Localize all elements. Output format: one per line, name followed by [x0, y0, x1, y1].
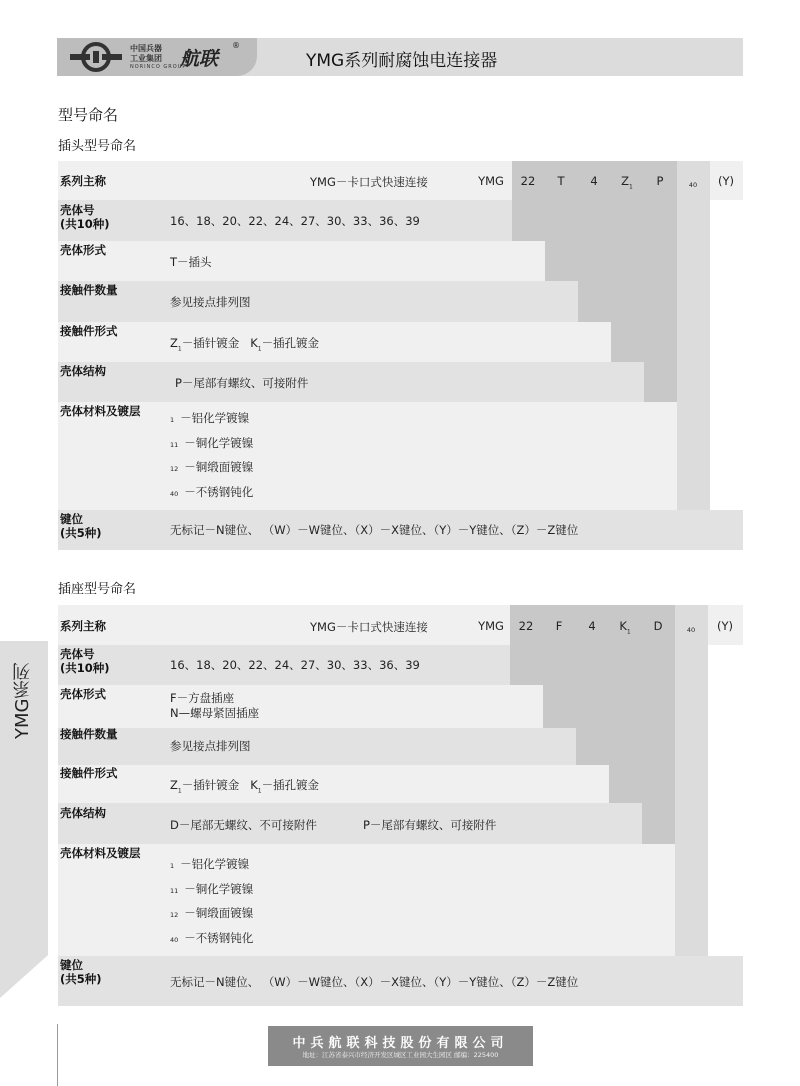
plug-code-structure: P: [656, 174, 664, 188]
plug-col-structure: [644, 161, 677, 402]
rec-label-structure: 壳体结构: [60, 806, 106, 820]
receptacle-title: 插座型号命名: [58, 582, 137, 597]
plug-code-key: (Y): [718, 174, 734, 188]
plug-material-item: 11 －铜化学镀镍: [170, 436, 254, 450]
rec-col-material: [675, 605, 708, 956]
plug-value-contact-form: $Z_1-$插针镀金 $K_1-$插孔镀金: [170, 336, 320, 353]
rec-row-contact-form: [58, 765, 642, 803]
rec-label-shell-form: 壳体形式: [60, 687, 106, 701]
plug-row-shell-form: [58, 241, 578, 281]
rec-label-shell-size: 壳体号 (共10种): [60, 647, 110, 675]
plug-col-shell-size: [512, 161, 545, 241]
plug-value-contact-count: 参见接点排列图: [170, 295, 251, 309]
plug-label-contact-count: 接触件数量: [60, 283, 118, 297]
plug-material-item: 1 －铝化学镀镍: [170, 411, 250, 425]
rec-code-shell-form: F: [555, 619, 563, 633]
rec-material-item: 40 －不锈钢钝化: [170, 931, 254, 945]
page-title: YMG系列耐腐蚀电连接器: [306, 51, 498, 71]
rec-value-key: 无标记－N键位、 （W）－W键位、（X）－X键位、（Y）－Y键位、（Z）－Z键位: [170, 975, 579, 989]
rec-label-material: 壳体材料及镀层: [60, 846, 141, 860]
rec-code-structure: D: [653, 619, 663, 633]
plug-material-item: 40 －不锈钢钝化: [170, 485, 254, 499]
plug-value-shell-form: T－插头: [170, 255, 212, 269]
plug-label-material: 壳体材料及镀层: [60, 404, 141, 418]
plug-code-contact-form: $Z_1$: [621, 174, 633, 191]
plug-label-shell-form: 壳体形式: [60, 243, 106, 257]
plug-row-contact-count: [58, 281, 611, 322]
logo-english-text: NORINCO GROUP: [130, 64, 187, 70]
plug-value-shell-size: 16、18、20、22、24、27、30、33、36、39: [170, 214, 420, 228]
plug-value-key: 无标记－N键位、 （W）－W键位、（X）－X键位、（Y）－Y键位、（Z）－Z键位: [170, 523, 579, 537]
footer-divider-line: [57, 1024, 58, 1086]
rec-code-contact-count: 4: [588, 619, 596, 633]
plug-code-shell-size: 22: [520, 174, 536, 188]
registered-mark: ®: [232, 41, 240, 50]
rec-material-item: 11 －铜化学镀镍: [170, 882, 254, 896]
rec-code-shell-size: 22: [518, 619, 534, 633]
plug-material-item: 12 －铜缎面镀镍: [170, 460, 254, 474]
rec-row-shell-form: [58, 685, 576, 728]
receptacle-naming-table: [58, 605, 743, 1006]
rec-value-contact-form: $Z_1-$插针镀金 $K_1-$插孔镀金: [170, 778, 320, 795]
rec-label-key: 键位 (共5种): [60, 958, 102, 986]
rec-col-shell-size: [510, 605, 543, 685]
brand-name: 航联: [180, 48, 219, 70]
side-series-label: YMG系列: [12, 662, 33, 740]
rec-label-series: 系列主称: [60, 619, 106, 633]
section-title: 型号命名: [58, 106, 119, 124]
plug-label-contact-form: 接触件形式: [60, 324, 118, 338]
rec-label-contact-count: 接触件数量: [60, 727, 118, 741]
plug-col-contact-form: [611, 161, 644, 362]
plug-naming-table: [58, 161, 743, 550]
plug-col-material: [677, 161, 710, 510]
rec-value-structure-2: P－尾部有螺纹、可接附件: [363, 818, 497, 832]
rec-code-series: YMG: [478, 619, 504, 633]
logo-chinese-text: 中国兵器 工业集团: [130, 44, 162, 63]
rec-material-item: 1 －铝化学镀镍: [170, 857, 250, 871]
plug-row-material: [58, 402, 710, 510]
rec-code-material: 40: [686, 626, 696, 634]
rec-code-contact-form: $K_1$: [619, 619, 631, 636]
plug-code-contact-count: 4: [590, 174, 598, 188]
plug-row-contact-form: [58, 322, 644, 362]
rec-row-material: [58, 844, 708, 956]
rec-label-contact-form: 接触件形式: [60, 766, 118, 780]
rec-value-contact-count: 参见接点排列图: [170, 739, 251, 753]
rec-value-shell-size: 16、18、20、22、24、27、30、33、36、39: [170, 658, 420, 672]
rec-value-structure-1: D－尾部无螺纹、不可接附件: [170, 818, 317, 832]
plug-label-key: 键位 (共5种): [60, 512, 102, 540]
norinco-logo-icon: [66, 41, 126, 73]
plug-code-series: YMG: [478, 174, 504, 188]
plug-row-structure: [58, 362, 677, 402]
plug-value-structure: P－尾部有螺纹、可接附件: [175, 376, 309, 390]
rec-code-key: (Y): [717, 619, 733, 633]
plug-code-shell-form: T: [557, 174, 565, 188]
rec-value-shell-form-2: N—螺母紧固插座: [170, 706, 260, 720]
plug-value-series: YMG－卡口式快速连接: [310, 175, 428, 189]
plug-label-shell-size: 壳体号 (共10种): [60, 203, 110, 231]
plug-label-series: 系列主称: [60, 174, 106, 188]
plug-code-material: 40: [688, 181, 698, 189]
plug-title: 插头型号命名: [58, 139, 137, 154]
rec-row-contact-count: [58, 728, 609, 765]
rec-material-item: 12 －铜缎面镀镍: [170, 906, 254, 920]
plug-label-structure: 壳体结构: [60, 364, 106, 378]
rec-col-structure: [642, 605, 675, 844]
rec-value-shell-form-1: F－方盘插座: [170, 691, 235, 705]
footer-address: 地址：江苏省泰兴市经济开发区城区工业园大生园区 邮编：225400: [302, 1051, 499, 1059]
footer-company-name: 中兵航联科技股份有限公司: [292, 1036, 509, 1051]
rec-value-series: YMG－卡口式快速连接: [310, 620, 428, 634]
